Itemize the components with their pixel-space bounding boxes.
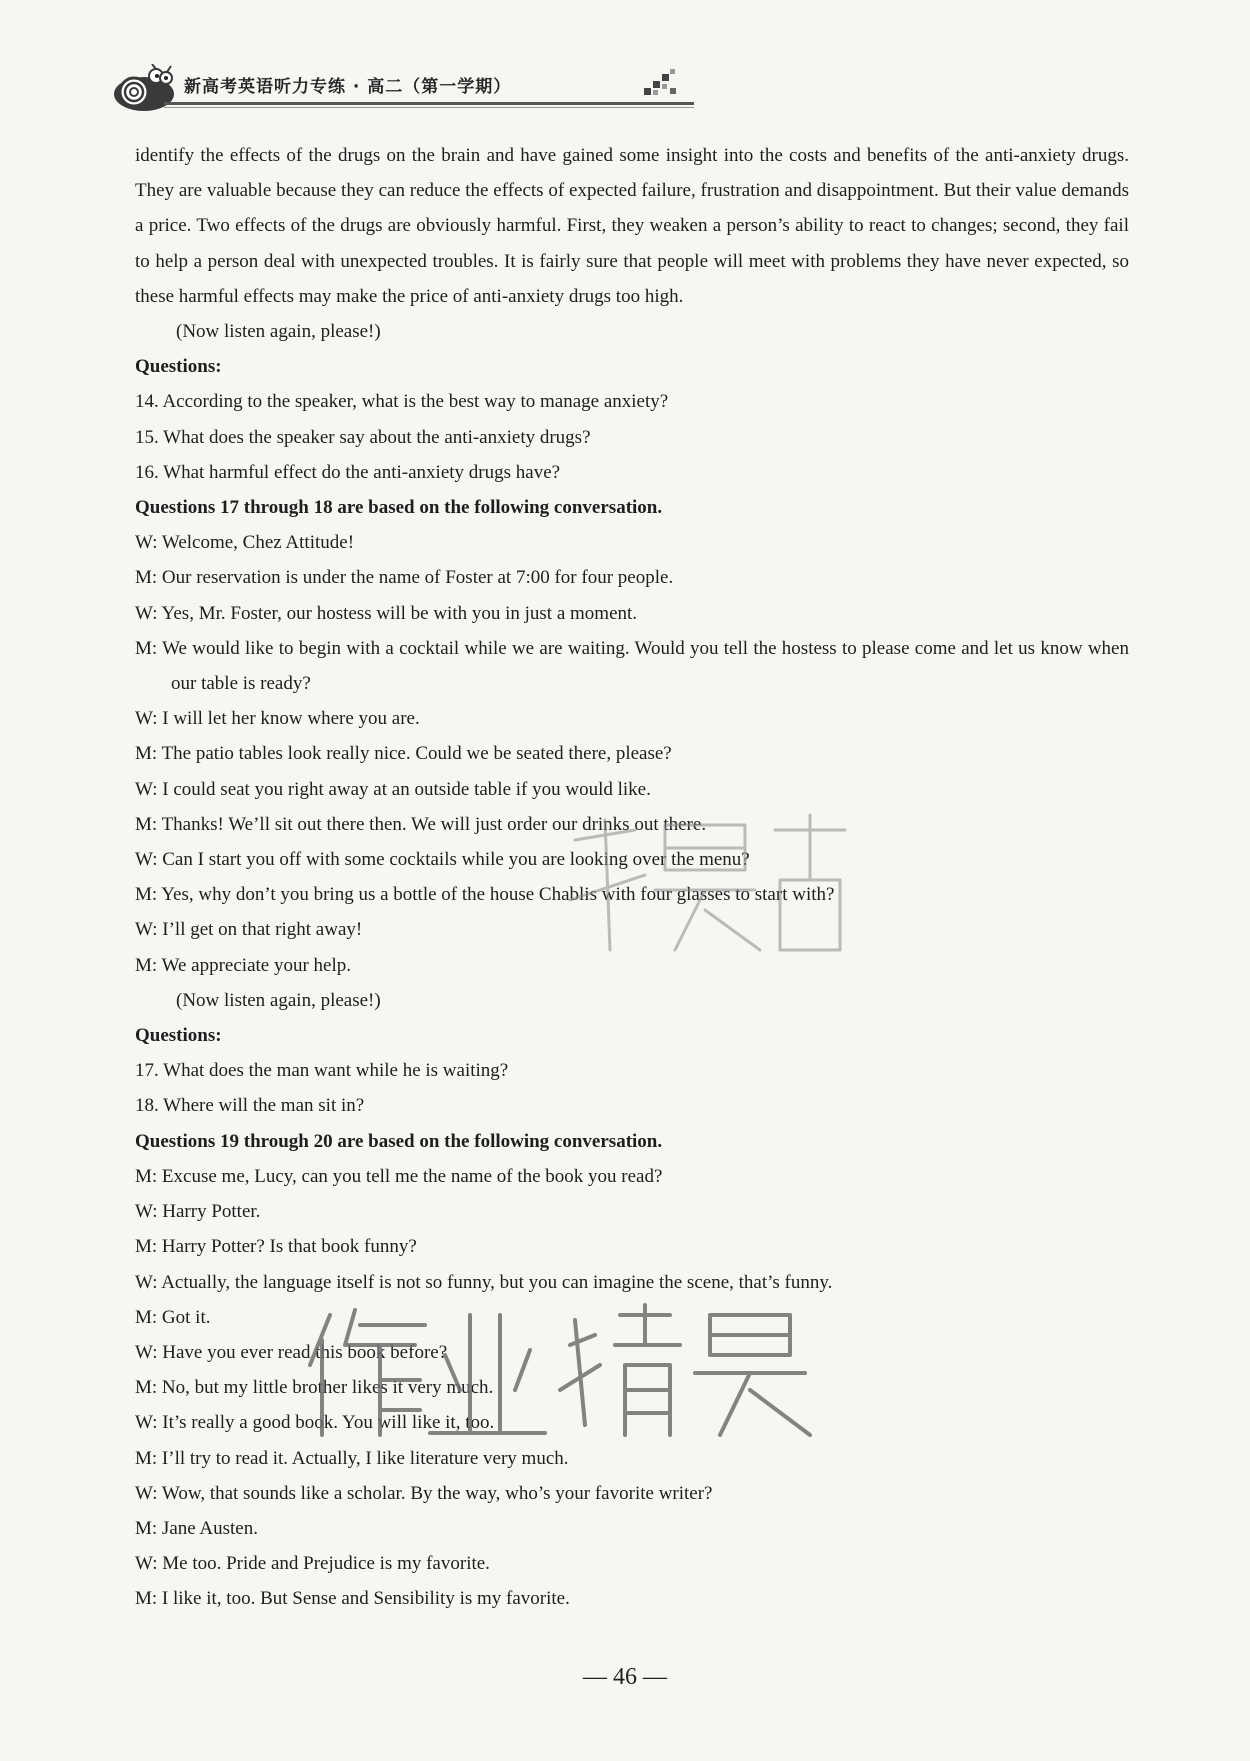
dialogue-line: W: Me too. Pride and Prejudice is my favorite. (135, 1553, 490, 1575)
question-item: 15. What does the speaker say about the anti-anxiety drugs? (135, 426, 591, 448)
watermark-stamp-faint (555, 800, 855, 960)
dialogue-line: W: Have you ever read this book before? (135, 1341, 448, 1363)
dialogue-line: M: Yes, why don’t you bring us a bottle of the house Chablis with four glasses to start with? (135, 884, 835, 906)
listen-again-note: (Now listen again, please!) (176, 989, 381, 1011)
section-heading: Questions 19 through 20 are based on the following conversation. (135, 1130, 663, 1152)
dialogue-line: W: Wow, that sounds like a scholar. By the way, who’s your favorite writer? (135, 1482, 713, 1504)
dialogue-line: W: Yes, Mr. Foster, our hostess will be with you in just a moment. (135, 602, 638, 624)
checker-squares-icon (642, 68, 678, 98)
question-item: 16. What harmful effect do the anti-anxiety drugs have? (135, 461, 561, 483)
dialogue-line: M: Excuse me, Lucy, can you tell me the name of the book you read? (135, 1165, 663, 1187)
question-item: 14. According to the speaker, what is the best way to manage anxiety? (135, 391, 669, 413)
dialogue-line: M: I like it, too. But Sense and Sensibility is my favorite. (135, 1588, 570, 1610)
passage-text: identify the effects of the drugs on the brain and have gained some insight into the costs and benefits of the anti-anxiety drugs. They are valuable because they can reduce the effects of expected failure, frustration and disappointment. But their value demands a price. Two effects of the drugs are obviously harmful. First, they weaken a person’s ability to react to changes; second, they fail to help a person deal with unexpected troubles. It is fairly sure that people will meet with problems they have never expected, so these harmful effects may make the price of anti-anxiety drugs too high. (135, 145, 1129, 307)
dialogue-line: M: Harry Potter? Is that book funny? (135, 1236, 417, 1258)
question-item: 18. Where will the man sit in? (135, 1095, 365, 1117)
dialogue-line: M: Jane Austen. (135, 1517, 258, 1539)
dialogue-line: W: I will let her know where you are. (135, 708, 420, 730)
question-item: 17. What does the man want while he is waiting? (135, 1060, 509, 1082)
dialogue-line: M: Our reservation is under the name of Foster at 7:00 for four people. (135, 567, 674, 589)
dialogue-line: M: We would like to begin with a cocktail while we are waiting. Would you tell the hostess to please come and let us know when our table is ready? (135, 637, 1129, 695)
dialogue-line: M: We appreciate your help. (135, 954, 352, 976)
dialogue-line: M: No, but my little brother likes it very much. (135, 1377, 494, 1399)
dialogue-line: M: The patio tables look really nice. Could we be seated there, please? (135, 743, 672, 765)
dialogue-line: W: Welcome, Chez Attitude! (135, 532, 355, 554)
dialogue-line: M: Thanks! We’ll sit out there then. We will just order our drinks out there. (135, 813, 707, 835)
header-rule (164, 102, 694, 112)
page-number: — 46 — (583, 1664, 667, 1690)
running-header (112, 60, 587, 115)
listen-again-note: (Now listen again, please!) (176, 321, 381, 343)
header-title: 新高考英语听力专练 · 高二（第一学期） (184, 77, 512, 97)
watermark-stamp (300, 1295, 820, 1445)
dialogue-line: W: Harry Potter. (135, 1201, 261, 1223)
questions-heading: Questions: (135, 356, 222, 378)
section-heading: Questions 17 through 18 are based on the following conversation. (135, 497, 663, 519)
dialogue-line: W: I could seat you right away at an outside table if you would like. (135, 778, 651, 800)
dialogue-line: M: Got it. (135, 1306, 211, 1328)
dialogue-line: M: I’ll try to read it. Actually, I like literature very much. (135, 1447, 569, 1469)
dialogue-line: W: Actually, the language itself is not so funny, but you can imagine the scene, that’s funny. (135, 1271, 833, 1293)
dialogue-line: W: Can I start you off with some cocktails while you are looking over the menu? (135, 849, 750, 871)
questions-heading: Questions: (135, 1025, 222, 1047)
dialogue-line: W: I’ll get on that right away! (135, 919, 363, 941)
dialogue-line: W: It’s really a good book. You will like it, too. (135, 1412, 495, 1434)
